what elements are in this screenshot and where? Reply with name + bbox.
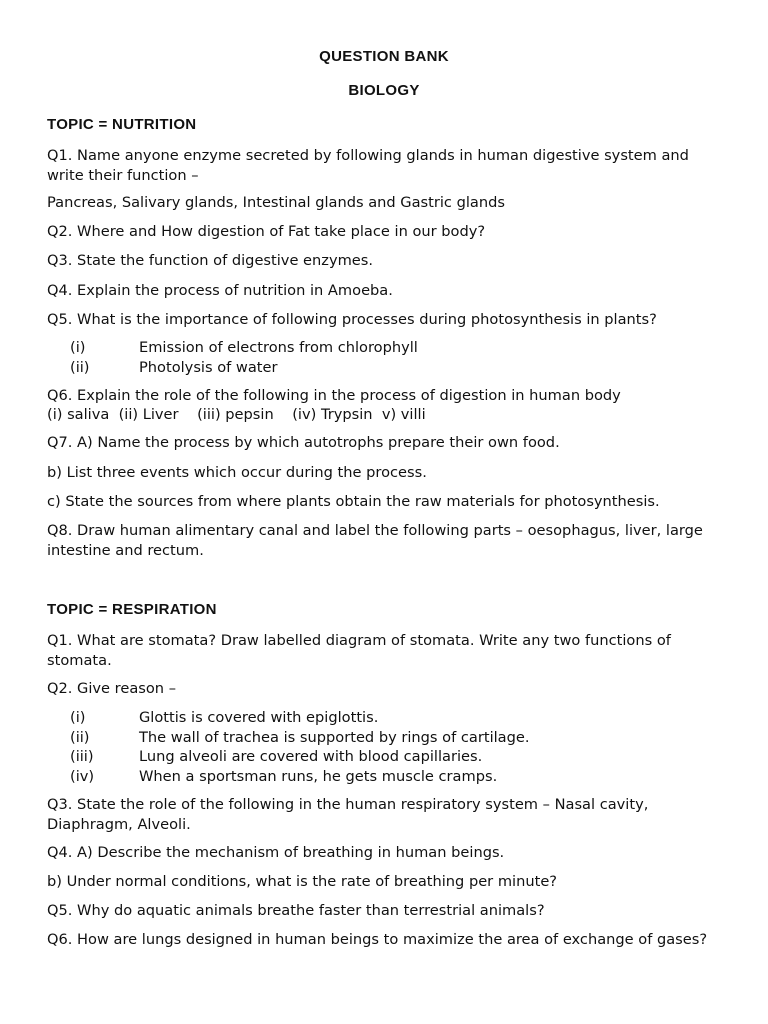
respiration-q1: Q1. What are stomata? Draw labelled diagram of stomata. Write any two functions of stomata.: [47, 632, 671, 669]
respiration-q5: Q5. Why do aquatic animals breathe faster than terrestrial animals?: [47, 902, 545, 919]
respiration-q4a: Q4. A) Describe the mechanism of breathing in human beings.: [47, 844, 505, 861]
nutrition-q5: Q5. What is the importance of following processes during photosynthesis in plants?: [47, 311, 657, 328]
page-title: QUESTION BANK: [319, 48, 449, 65]
list-item-text: Lung alveoli are covered with blood capillaries.: [139, 748, 483, 765]
list-item: [70, 728, 730, 748]
list-item: [70, 747, 730, 767]
topic-nutrition-heading: TOPIC = NUTRITION: [47, 116, 197, 133]
list-item-number: (i): [70, 339, 86, 356]
subject-title: BIOLOGY: [348, 82, 420, 99]
list-item-number: (iv): [70, 767, 95, 785]
nutrition-q6: Q6. Explain the role of the following in the process of digestion in human body: [47, 387, 621, 404]
nutrition-q7c: c) State the sources from where plants obtain the raw materials for photosynthesis.: [47, 493, 660, 510]
nutrition-q1: Q1. Name anyone enzyme secreted by following glands in human digestive system and write their function –: [47, 147, 689, 184]
list-item-number: (i): [70, 709, 86, 726]
list-item-text: Photolysis of water: [139, 358, 278, 376]
list-item: [70, 358, 730, 378]
nutrition-q5-list: [70, 338, 730, 377]
nutrition-q2: Q2. Where and How digestion of Fat take place in our body?: [47, 223, 486, 240]
list-item-text: When a sportsman runs, he gets muscle cramps.: [139, 767, 498, 785]
list-item-text: The wall of trachea is supported by rings of cartilage.: [139, 728, 530, 746]
respiration-q2-list: [70, 708, 730, 786]
topic-respiration-heading: TOPIC = RESPIRATION: [47, 601, 217, 618]
respiration-q2: Q2. Give reason –: [47, 680, 176, 697]
nutrition-q7a: Q7. A) Name the process by which autotrophs prepare their own food.: [47, 434, 560, 451]
list-item: [70, 338, 730, 358]
list-item-number: (ii): [70, 728, 90, 746]
list-item-number: (ii): [70, 358, 90, 376]
list-item: [70, 708, 730, 728]
nutrition-q3: Q3. State the function of digestive enzymes.: [47, 252, 374, 269]
nutrition-q8: Q8. Draw human alimentary canal and label the following parts – oesophagus, liver, large intestine and rectum.: [47, 522, 703, 559]
list-item: [70, 767, 730, 787]
nutrition-q6-items: (i) saliva (ii) Liver (iii) pepsin (iv) Trypsin v) villi: [47, 406, 426, 423]
list-item-text: Glottis is covered with epiglottis.: [139, 709, 379, 726]
list-item-text: Emission of electrons from chlorophyll: [139, 339, 418, 356]
respiration-q4b: b) Under normal conditions, what is the rate of breathing per minute?: [47, 873, 558, 890]
nutrition-q7b: b) List three events which occur during the process.: [47, 464, 427, 481]
nutrition-q4: Q4. Explain the process of nutrition in Amoeba.: [47, 282, 393, 299]
list-item-number: (iii): [70, 748, 94, 765]
nutrition-q1-glands: Pancreas, Salivary glands, Intestinal glands and Gastric glands: [47, 194, 505, 211]
respiration-q6: Q6. How are lungs designed in human beings to maximize the area of exchange of gases?: [47, 931, 708, 948]
respiration-q3: Q3. State the role of the following in the human respiratory system – Nasal cavity, Diaphragm, Alveoli.: [47, 796, 649, 833]
